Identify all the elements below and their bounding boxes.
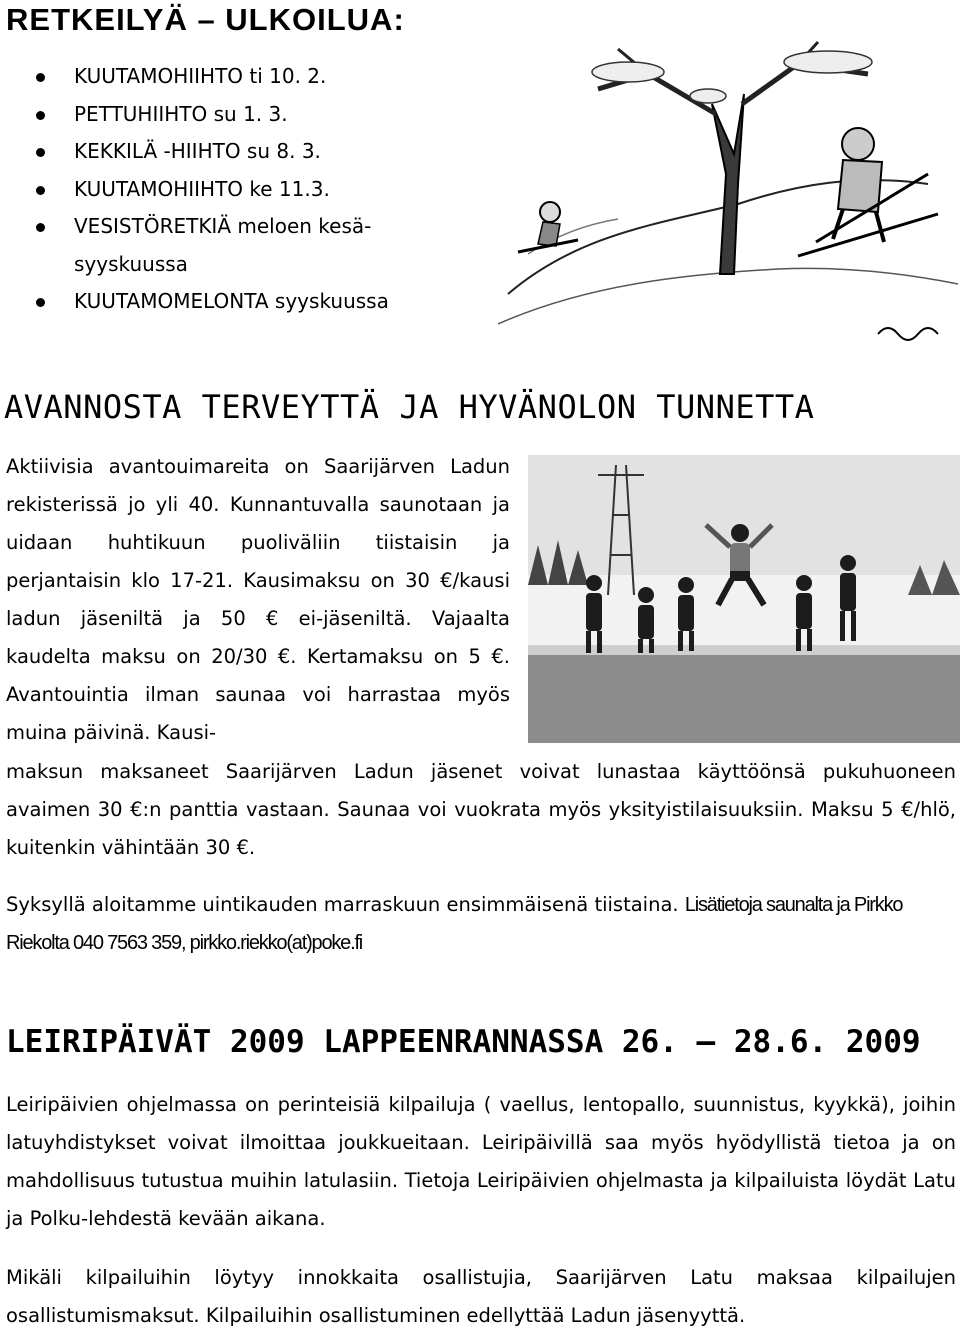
- contact-info-text: Lisätietoja saunalta ja Pirkko Riekolta 040 7563 359, pirkko.riekko(at)poke.fi: [6, 894, 903, 954]
- season-start-text: Syksyllä aloitamme uintikauden marraskuun ensimmäisenä tiistaina.: [6, 893, 679, 916]
- avanto-paragraph-continued: maksun maksaneet Saarijärven Ladun jäsenet voivat lunastaa käyttöönsä pukuhuoneen avaimen 30 €:n panttia vastaan. Saunaa voi vuokrata myös yksityistilaisuuksiin. Maksu 5 €/hlö, kuitenkin vähintään 30 €.: [6, 760, 956, 859]
- leiripaivat-fees-paragraph: Mikäli kilpailuihin löytyy innokkaita osallistujia, Saarijärven Latu maksaa kilpailujen osallistumismaksut. Kilpailuihin osallistuminen edellyttää Ladun jäsenyyttä.: [6, 1266, 956, 1327]
- event-list: [30, 58, 450, 321]
- section-title-retkeilya: RETKEILYÄ – ULKOILUA:: [6, 2, 405, 37]
- section-title-leiripaivat: LEIRIPÄIVÄT 2009 LAPPEENRANNASSA 26. – 28.6. 2009: [6, 1024, 921, 1060]
- avanto-season-paragraph: [6, 886, 958, 962]
- bullet-icon: [36, 111, 45, 120]
- list-item-continuation: syyskuussa: [74, 251, 188, 276]
- list-item: PETTUHIIHTO su 1. 3.: [30, 96, 450, 134]
- bullet-icon: [36, 73, 45, 82]
- ice-swimmers-photo: [528, 455, 960, 743]
- list-item: KUUTAMOHIIHTO ke 11.3.: [30, 171, 450, 209]
- leiripaivat-paragraph: Leiripäivien ohjelmassa on perinteisiä kilpailuja ( vaellus, lentopallo, suunnistus, kyykkä), joihin latuyhdistykset voivat ilmoittaa joukkueitaan. Leiripäivillä saa myös hyödyllistä tietoa ja on mahdollisuus tutustua muihin latulasiin. Tietoja Leiripäivien ohjelmasta ja kilpailuista löydät Latu ja Polku-lehdestä kevään aikana.: [6, 1093, 956, 1230]
- skiers-tree-illustration: [498, 34, 960, 354]
- bullet-icon: [36, 298, 45, 307]
- list-item: VESISTÖRETKIÄ meloen kesä-: [30, 208, 450, 246]
- list-item: KUUTAMOMELONTA syyskuussa: [30, 283, 450, 321]
- bullet-icon: [36, 148, 45, 157]
- list-item: KUUTAMOHIIHTO ti 10. 2.: [30, 58, 450, 96]
- avanto-paragraph: Aktiivisia avantouimareita on Saarijärven Ladun rekisterissä jo yli 40. Kunnantuvalla saunotaan ja uidaan huhtikuun puoliväliin tiistaisin ja perjantaisin klo 17-21. Kausimaksu on 30 €/kausi ladun jäseniltä ja 50 € ei-jäseniltä. Vajaalta kaudelta maksu on 20/30 €. Kertamaksu on 5 €. Avantouintia ilman saunaa voi harrastaa myös muina päivinä. Kausi-: [6, 455, 510, 744]
- section-title-avanto: AVANNOSTA TERVEYTTÄ JA HYVÄNOLON TUNNETTA: [4, 388, 815, 426]
- bullet-icon: [36, 223, 45, 232]
- list-item: KEKKILÄ -HIIHTO su 8. 3.: [30, 133, 450, 171]
- bullet-icon: [36, 186, 45, 195]
